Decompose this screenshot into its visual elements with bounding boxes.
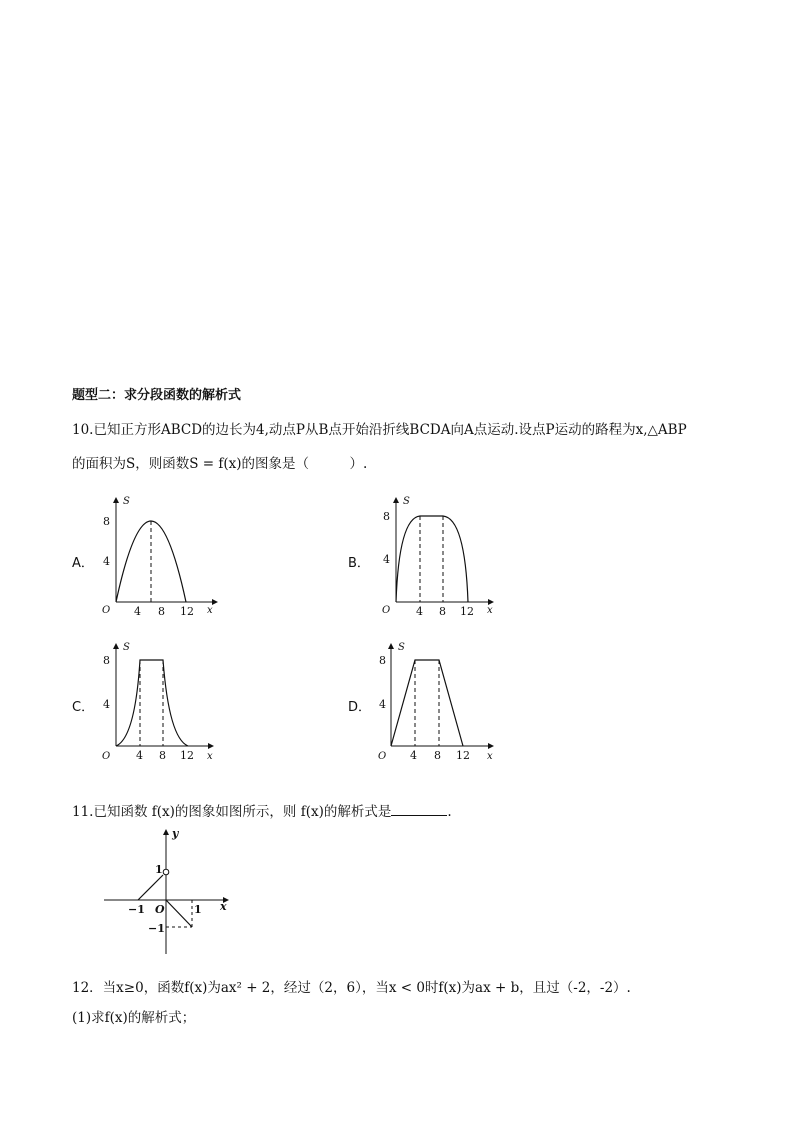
svg-text:x: x bbox=[487, 751, 493, 762]
svg-text:x: x bbox=[487, 605, 493, 616]
option-a-graph[interactable] bbox=[95, 492, 230, 622]
svg-text:8: 8 bbox=[439, 605, 446, 618]
q11-suffix: . bbox=[447, 804, 452, 820]
svg-text:8: 8 bbox=[434, 749, 441, 762]
svg-text:−1: −1 bbox=[128, 903, 145, 916]
open-point bbox=[163, 869, 169, 875]
svg-text:y: y bbox=[172, 827, 179, 840]
curve-b bbox=[396, 516, 468, 602]
svg-text:O: O bbox=[155, 903, 165, 916]
svg-text:x: x bbox=[207, 751, 213, 762]
option-b-graph[interactable] bbox=[375, 492, 510, 622]
x-axis-label: x bbox=[207, 605, 213, 616]
svg-text:12: 12 bbox=[460, 605, 474, 618]
q12-text: 12．当x≥0，函数f(x)为ax² + 2，经过（2，6），当x < 0时f(x)为ax + b，且过（-2，-2）. bbox=[72, 980, 631, 996]
curve-d bbox=[391, 660, 463, 746]
x-tick-12: 12 bbox=[180, 605, 194, 618]
q11-prefix: 11.已知函数 f(x)的图象如图所示，则 f(x)的解析式是 bbox=[72, 804, 392, 820]
segment-right bbox=[166, 900, 192, 927]
y-axis-label: S bbox=[123, 496, 130, 507]
svg-text:4: 4 bbox=[383, 553, 390, 566]
svg-text:S: S bbox=[403, 496, 410, 507]
svg-text:4: 4 bbox=[136, 749, 143, 762]
x-tick-8: 8 bbox=[158, 605, 165, 618]
svg-text:1: 1 bbox=[194, 903, 202, 916]
svg-text:8: 8 bbox=[159, 749, 166, 762]
option-d-graph[interactable] bbox=[375, 638, 510, 768]
svg-text:4: 4 bbox=[103, 698, 110, 711]
curve-a bbox=[116, 521, 186, 602]
svg-text:12: 12 bbox=[456, 749, 470, 762]
q10-text-line1: 10.已知正方形ABCD的边长为4,动点P从B点开始沿折线BCDA向A点运动.设点P运动的路程为x,△ABP bbox=[72, 422, 687, 438]
svg-text:4: 4 bbox=[416, 605, 423, 618]
svg-text:12: 12 bbox=[180, 749, 194, 762]
svg-text:x: x bbox=[220, 900, 227, 913]
svg-text:O: O bbox=[102, 751, 111, 762]
q11-text bbox=[72, 800, 452, 820]
svg-text:S: S bbox=[398, 642, 405, 653]
q11-answer-blank[interactable] bbox=[391, 803, 447, 816]
option-d-label[interactable]: D． bbox=[348, 700, 372, 715]
svg-text:4: 4 bbox=[379, 698, 386, 711]
q11-graph bbox=[100, 826, 240, 958]
option-b-label[interactable]: B． bbox=[348, 556, 370, 571]
option-c-label[interactable]: C． bbox=[72, 700, 95, 715]
option-a-label[interactable]: A． bbox=[72, 556, 94, 571]
option-c-graph[interactable] bbox=[95, 638, 230, 768]
svg-text:1: 1 bbox=[155, 863, 163, 876]
svg-text:−1: −1 bbox=[148, 922, 165, 935]
origin-label: O bbox=[102, 605, 111, 616]
segment-left bbox=[138, 875, 163, 900]
svg-text:O: O bbox=[382, 605, 391, 616]
svg-text:8: 8 bbox=[103, 654, 110, 667]
svg-text:O: O bbox=[378, 751, 387, 762]
x-tick-4: 4 bbox=[134, 605, 141, 618]
svg-text:8: 8 bbox=[383, 510, 390, 523]
q12-sub1: (1)求f(x)的解析式； bbox=[72, 1010, 196, 1026]
svg-text:S: S bbox=[123, 642, 130, 653]
curve-c bbox=[116, 660, 188, 746]
svg-text:8: 8 bbox=[379, 654, 386, 667]
q10-text-line2: 的面积为S，则函数S = f(x)的图象是（ ）. bbox=[72, 456, 368, 472]
section-title: 题型二：求分段函数的解析式 bbox=[72, 388, 242, 403]
svg-text:4: 4 bbox=[410, 749, 417, 762]
y-tick-8: 8 bbox=[103, 515, 110, 528]
y-tick-4: 4 bbox=[103, 555, 110, 568]
